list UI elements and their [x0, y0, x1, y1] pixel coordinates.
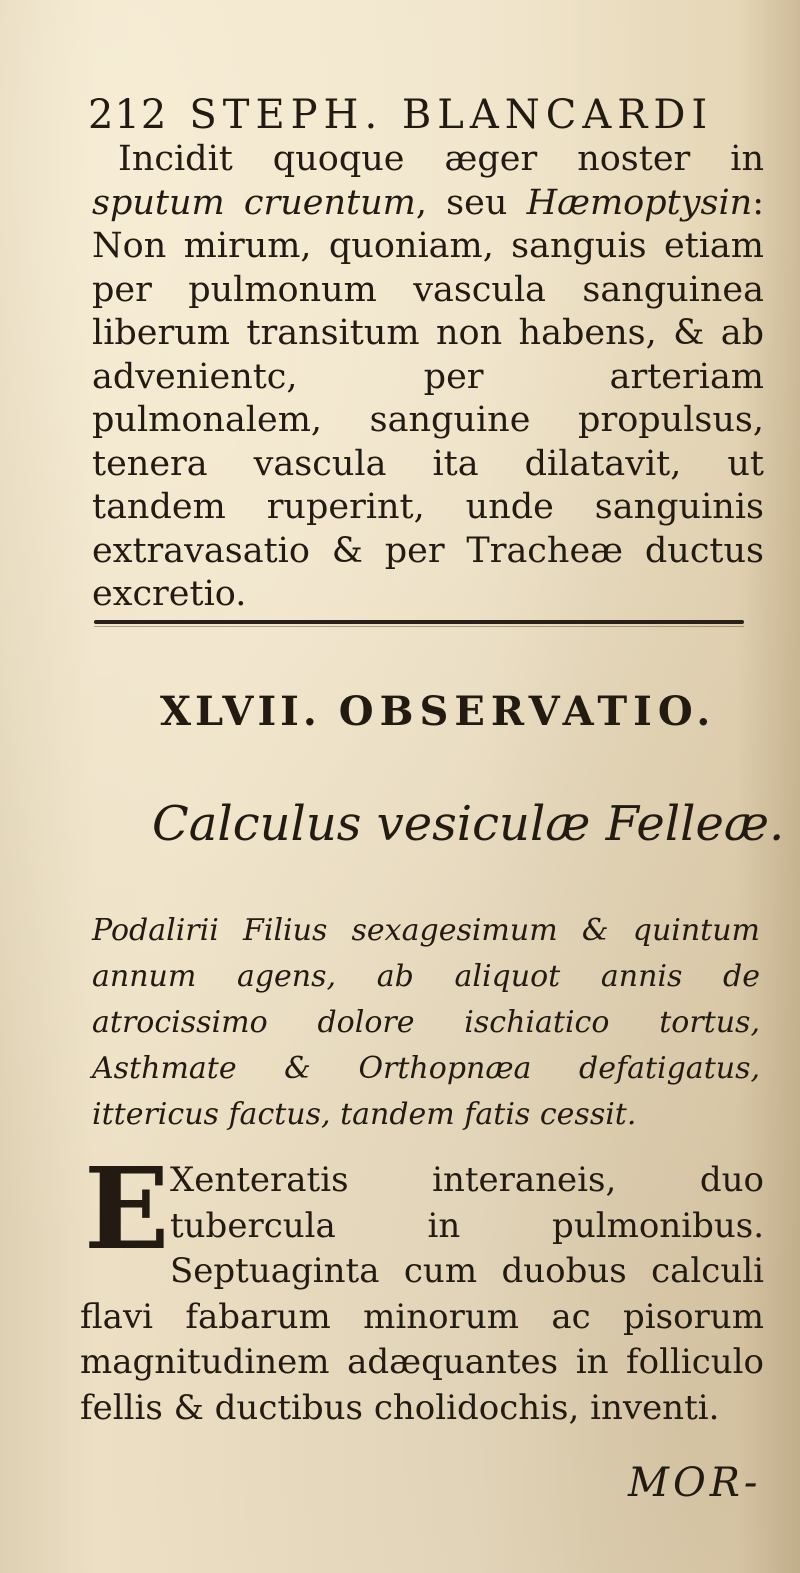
paragraph-text: : Non mirum, quoniam, sanguis etiam per pulmonum vascula sanguinea liberum transitum non habens, & ab advenientc, per arteriam pulmonalem, sanguine propulsus, tenera vascula ita dilatavit, ut tandem ruperint, unde sanguinis extravasatio & per Tracheæ ductus excretio. — [92, 182, 764, 614]
paragraph-text: Incidit quoque æger noster in — [118, 139, 764, 179]
observation-body-text: Xenteratis interaneis, duo tubercula in pulmonibus. Septuaginta cum duobus calculi flavi fabarum minorum ac pisorum magnitudinem adæquantes in folliculo fellis & ductibus cholidochis, inventi. — [80, 1160, 764, 1428]
drop-capital: E — [84, 1144, 170, 1275]
paragraph-text: , seu — [415, 182, 527, 223]
running-title: STEPH. BLANCARDI — [189, 92, 714, 138]
page-number: 212 — [88, 92, 168, 138]
observation-body — [80, 1144, 764, 1431]
observation-heading — [160, 688, 716, 735]
case-summary: Podalirii Filius sexagesimum & quintum annum agens, ab aliquot annis de atrocissimo dolore ischiatico tortus, Asthmate & Orthopnæa defatigatus, ittericus factus, tandem fatis cessit. — [92, 913, 760, 1132]
observation-number: XLVII. — [160, 688, 321, 735]
running-head — [88, 92, 713, 138]
catchword: MOR- — [628, 1460, 762, 1506]
observation-label: OBSERVATIO. — [338, 688, 717, 735]
observation-title: Calculus vesiculæ Felleæ. — [152, 796, 785, 852]
paragraph-haemoptysis — [92, 138, 764, 617]
paragraph-italic-term: Hæmoptysin — [526, 182, 753, 223]
paragraph-italic-term: sputum cruentum — [92, 182, 416, 223]
section-divider — [94, 620, 744, 624]
